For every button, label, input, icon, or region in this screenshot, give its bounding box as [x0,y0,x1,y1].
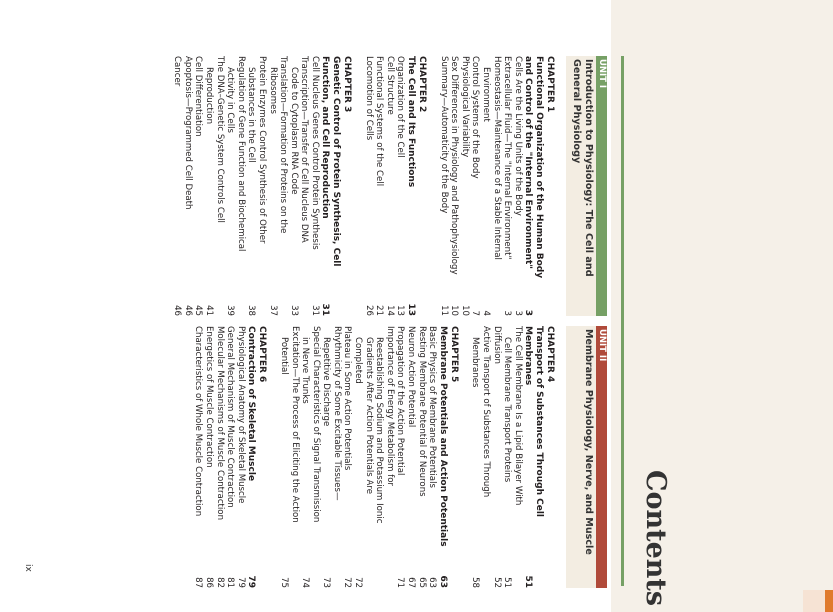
page-number: ix [23,564,33,572]
entry-title: in Nerve Trunks [300,337,311,404]
toc-entry[interactable] [512,326,523,588]
entry-title: Plateau in Some Action Potentials [342,326,353,471]
entry-title: Homeostasis—Maintenance of a Stable Internal [491,56,502,260]
toc-entry[interactable] [491,56,502,316]
entry-title: Ribosomes [267,67,278,114]
toc-entry[interactable] [300,326,311,588]
entry-title: Excitation—The Process of Eliciting the Action [289,326,300,523]
entry-page: 75 [278,577,289,588]
chapter-title: Genetic Control of Protein Synthesis, Cell Function, and Cell Reproduction [320,56,342,267]
chapter-page: 31 [320,303,331,316]
entry-title: Regulation of Gene Function and Biochemical [235,56,246,252]
entry-title: Molecular Mechanisms of Muscle Contraction [214,326,225,521]
toc-entry[interactable] [309,56,320,316]
entry-title: Characteristics of Whole Muscle Contraction [193,326,204,517]
entry-title: Control Systems of the Body [470,56,481,179]
entry-page: 65 [416,577,427,588]
unit-title: Introduction to Physiology: The Cell and General Physiology [566,56,596,316]
toc-entry[interactable] [438,56,449,316]
toc-entry[interactable] [321,326,332,588]
entry-title: Functional Systems of the Cell [374,56,385,187]
entry-page: 21 [374,305,385,316]
entry-page: 31 [309,305,320,316]
unit-header [566,56,607,316]
entry-page: 82 [214,577,225,588]
chapter-title: Transport of Substances Through Cell Membranes [523,326,544,517]
unit-title: Membrane Physiology, Nerve, and Muscle [566,326,596,588]
entry-title: Propagation of the Action Potential [395,326,406,476]
entry-page: 3 [502,310,513,316]
entry-title: Potential [278,337,289,375]
toc-entry[interactable] [502,56,513,316]
entry-page: 10 [449,305,460,316]
chapter-page: 3 [523,309,534,316]
toc-entry[interactable] [267,56,278,316]
chapter-page: 79 [246,575,257,588]
entry-title: Repetitive Discharge [321,337,332,427]
toc-entry[interactable] [363,56,374,316]
entry-page: 11 [438,305,449,316]
entry-title: Physiological Variability [459,56,470,158]
orange-accent-bar [825,590,833,612]
entry-page: 41 [203,305,214,316]
chapter-page: 51 [523,575,534,588]
entry-page: 38 [246,305,257,316]
entry-title: Sex Differences in Physiology and Pathophysiology [449,56,460,275]
entry-page: 52 [491,577,502,588]
toc-entry[interactable] [395,56,406,316]
toc-entry[interactable] [225,56,236,316]
entry-page: 72 [342,577,353,588]
toc-entry[interactable] [512,56,523,316]
entry-title: Protein Enzymes Control Synthesis of Other [256,56,267,244]
toc-entry[interactable] [225,326,236,588]
toc-entry[interactable] [480,56,491,316]
entry-page: 73 [321,577,332,588]
chapter-label: CHAPTER 3 [342,56,353,113]
entry-page: 51 [502,577,513,588]
entry-title: Summary—Automaticity of the Body [438,56,449,214]
entry-title: Locomotion of Cells [363,56,374,141]
chapter-title-row[interactable] [405,56,416,316]
chapter-title: Membrane Potentials and Action Potentials [437,326,448,547]
toc-entry[interactable] [246,56,257,316]
toc-entry[interactable] [363,326,374,588]
toc-entry[interactable] [384,56,395,316]
unit-label: UNIT I [596,56,607,316]
toc-entry[interactable] [427,326,438,588]
entry-page: 14 [384,305,395,316]
toc-entry[interactable] [331,326,342,588]
toc-entry[interactable] [491,326,502,588]
toc-entry[interactable] [353,326,364,588]
entry-title: Transcription—Transfer of Cell Nucleus DNA [299,56,310,243]
entry-title: Diffusion [491,326,502,364]
toc-entry[interactable] [374,56,385,316]
toc-entry[interactable] [374,326,385,588]
entry-title: Activity in Cells [225,67,236,133]
entry-page: 67 [406,577,417,588]
entry-page: 81 [225,577,236,588]
entry-page: 87 [193,577,204,588]
chapter-title-row[interactable] [523,56,544,316]
toc-entry[interactable] [203,326,214,588]
entry-page: 4 [481,310,492,316]
entry-title: General Mechanism of Muscle Contraction [225,326,236,508]
toc-entry[interactable] [459,56,470,316]
toc-entry[interactable] [342,326,353,588]
entry-title: Apoptosis—Programmed Cell Death [182,56,193,210]
entry-page: 45 [193,305,204,316]
entry-title: Cell Structure [384,56,395,115]
chapter-title: Contraction of Skeletal Muscle [246,326,257,482]
toc-entry[interactable] [299,56,310,316]
page-title: Contents [640,470,671,607]
entry-page: 86 [203,577,214,588]
toc-entry[interactable] [480,326,491,588]
entry-title: Basic Physics of Membrane Potentials [427,326,438,488]
chapter-title-row[interactable] [523,326,544,588]
entry-title: The DNA–Genetic System Controls Cell [214,56,225,223]
entry-title: Cell Differentiation [193,56,204,137]
entry-page: 33 [288,305,299,316]
entry-page: 37 [267,305,278,316]
toc-entry[interactable] [235,326,246,588]
toc-entry[interactable] [416,326,427,588]
entry-title: Special Characteristics of Signal Transmission [310,326,321,523]
entry-page: 3 [512,310,523,316]
entry-title: Substances in the Cell [246,67,257,163]
toc-entry[interactable] [235,56,246,316]
toc-entry[interactable] [310,326,321,588]
toc-entry[interactable] [470,56,481,316]
entry-title: Extracellular Fluid—The "Internal Environment" [502,56,513,260]
header-divider [621,56,624,586]
toc-entry[interactable] [384,326,395,588]
entry-page: 63 [427,577,438,588]
entry-title: Environment [481,67,492,122]
entry-title: Energetics of Muscle Contraction [203,326,214,468]
entry-title: Importance of Energy Metabolism for [384,326,395,487]
entry-title: Rhythmicity of Some Excitable Tissues— [331,326,342,501]
toc-entry[interactable] [470,326,481,588]
entry-page: 39 [225,305,236,316]
unit-label: UNIT II [596,326,607,588]
chapter-title-row[interactable] [437,326,448,588]
chapter-label: CHAPTER 6 [257,326,268,383]
entry-title: Physiological Anatomy of Skeletal Muscle [235,326,246,504]
toc-entry[interactable] [193,56,204,316]
toc-entry[interactable] [256,56,267,316]
entry-page: 46 [172,305,183,316]
toc-entry[interactable] [502,326,513,588]
chapter-title-row[interactable] [320,56,341,316]
peach-accent-block [803,590,825,612]
toc-entry[interactable] [449,56,460,316]
chapter-title: The Cell and Its Functions [406,56,417,188]
entry-title: Cell Nucleus Genes Control Protein Synthesis [309,56,320,250]
entry-title: Active Transport of Substances Through [481,326,492,498]
entry-title: Reestablishing Sodium and Potassium Ionic [374,337,385,524]
toc-entry[interactable] [182,56,193,316]
entry-title: Translation—Formation of Proteins on the [278,56,289,234]
entry-title: Reproduction [203,67,214,125]
unit-1-column [172,56,607,316]
entry-page: 13 [395,305,406,316]
toc-entry[interactable] [288,56,299,316]
entry-page: 46 [182,305,193,316]
entry-title: Resting Membrane Potential of Neurons [416,326,427,497]
entry-page: 79 [235,577,246,588]
toc-entry[interactable] [395,326,406,588]
entry-page: 71 [395,577,406,588]
toc-entry[interactable] [172,56,183,316]
toc-entry[interactable] [203,56,214,316]
entry-page: 26 [363,305,374,316]
toc-entry[interactable] [278,326,289,588]
entry-title: Code to Cytoplasm RNA Code [288,67,299,195]
entry-page: 7 [470,310,481,316]
chapter-label: CHAPTER 2 [417,56,428,113]
entry-page: 58 [470,577,481,588]
chapter-page: 13 [406,303,417,316]
entry-title: Neuron Action Potential [406,326,417,428]
entry-page: 10 [459,305,470,316]
entry-title: Completed [353,337,364,384]
toc-entry[interactable] [278,56,289,316]
toc-entry[interactable] [193,326,204,588]
chapter-page: 63 [437,575,448,588]
entry-title: Organization of the Cell [395,56,406,158]
entry-page: 72 [353,577,364,588]
entry-title: Cells Are the Living Units of the Body [512,56,523,216]
chapter-title-row[interactable] [246,326,257,588]
entry-title: The Cell Membrane Is a Lipid Bilayer With [512,326,523,506]
entry-title: Membranes [470,337,481,388]
chapter-label: CHAPTER 5 [448,326,459,383]
entry-title: Gradients After Action Potentials Are [363,337,374,494]
chapter-label: CHAPTER 1 [545,56,555,113]
entry-page: 74 [300,577,311,588]
chapter-label: CHAPTER 4 [545,326,555,383]
unit-header [566,326,607,588]
toc-entry[interactable] [405,326,416,588]
entry-title: Cancer [172,56,183,87]
chapter-title: Functional Organization of the Human Body and Control of the "Internal Environment" [523,56,544,279]
unit-2-column [193,326,607,588]
entry-title: Cell Membrane Transport Proteins [502,337,513,483]
toc-entry[interactable] [214,326,225,588]
toc-entry[interactable] [289,326,300,588]
toc-entry[interactable] [214,56,225,316]
